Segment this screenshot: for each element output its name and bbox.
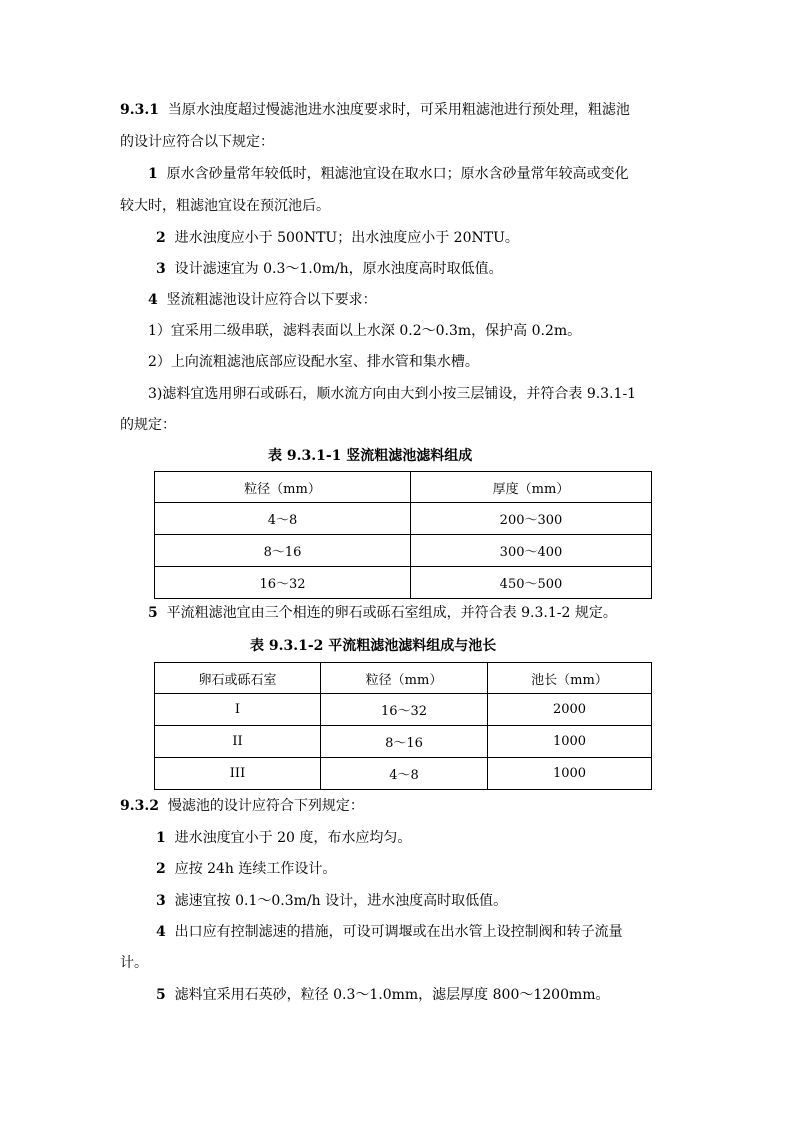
subclause-2: 2）上向流粗滤池底部应设配水室、排水管和集水槽。 bbox=[148, 354, 479, 370]
clause-text: 设计滤速宜为 0.3～1.0m/h，原水浊度高时取低值。 bbox=[174, 261, 503, 277]
clause-text: 滤料宜采用石英砂，粒径 0.3～1.0mm，滤层厚度 800～1200mm。 bbox=[174, 987, 610, 1003]
table-cell: 8～16 bbox=[155, 535, 411, 567]
clause-number: 5 bbox=[148, 605, 158, 621]
clause-5 bbox=[148, 603, 617, 623]
table-cell: III bbox=[155, 758, 321, 790]
clause-text: 竖流粗滤池设计应符合以下要求： bbox=[166, 292, 377, 308]
clause-text: 平流粗滤池宜由三个相连的卵石或砾石室组成，并符合表 9.3.1-2 规定。 bbox=[166, 605, 617, 621]
section-text: 慢滤池的设计应符合下列规定： bbox=[167, 798, 364, 814]
column-header: 粒径（mm） bbox=[321, 663, 488, 694]
section-9-3-2 bbox=[120, 796, 364, 816]
table-cell: 4～8 bbox=[155, 503, 411, 535]
table-cell: 8～16 bbox=[321, 726, 488, 758]
clause-text: 进水浊度宜小于 20 度，布水应均匀。 bbox=[174, 830, 412, 846]
clause-number: 5 bbox=[156, 987, 166, 1003]
table-row bbox=[155, 694, 652, 726]
clause-4-line1 bbox=[156, 922, 623, 942]
clause-1 bbox=[156, 828, 411, 848]
clause-5 bbox=[156, 985, 610, 1005]
clause-number: 3 bbox=[156, 893, 166, 909]
section-number: 9.3.1 bbox=[120, 102, 159, 118]
clause-number: 1 bbox=[156, 830, 166, 846]
table-cell: I bbox=[155, 694, 321, 726]
clause-1-line1 bbox=[148, 164, 629, 184]
table-header-row bbox=[155, 472, 652, 503]
column-header: 厚度（mm） bbox=[411, 472, 652, 503]
clause-text: 出口应有控制滤速的措施，可设可调堰或在出水管上设控制阀和转子流量 bbox=[174, 924, 623, 940]
table-2-caption: 表 9.3.1-2 平流粗滤池滤料组成与池长 bbox=[250, 638, 497, 654]
clause-text: 滤速宜按 0.1～0.3m/h 设计，进水浊度高时取低值。 bbox=[174, 893, 508, 909]
table-1-caption: 表 9.3.1-1 竖流粗滤池滤料组成 bbox=[268, 448, 473, 464]
section-number: 9.3.2 bbox=[120, 798, 159, 814]
table-cell: 450～500 bbox=[411, 567, 652, 599]
table-cell: 16～32 bbox=[321, 694, 488, 726]
clause-number: 3 bbox=[156, 261, 166, 277]
clause-3 bbox=[156, 891, 507, 911]
subclause-1: 1）宜采用二级串联，滤料表面以上水深 0.2～0.3m，保护高 0.2m。 bbox=[148, 323, 582, 339]
clause-2 bbox=[156, 228, 519, 248]
table-header-row bbox=[155, 663, 652, 694]
column-header: 粒径（mm） bbox=[155, 472, 411, 503]
table-cell: 200～300 bbox=[411, 503, 652, 535]
clause-text: 原水含砂量常年较低时，粗滤池宜设在取水口；原水含砂量常年较高或变化 bbox=[166, 166, 629, 182]
column-header: 卵石或砾石室 bbox=[155, 663, 321, 694]
table-cell: 16～32 bbox=[155, 567, 411, 599]
clause-4 bbox=[148, 290, 377, 310]
clause-4-line2: 计。 bbox=[120, 955, 148, 971]
table-cell: 1000 bbox=[488, 726, 652, 758]
column-header: 池长（mm） bbox=[488, 663, 652, 694]
clause-2 bbox=[156, 859, 336, 879]
table-row bbox=[155, 758, 652, 790]
clause-text: 进水浊度应小于 500NTU；出水浊度应小于 20NTU。 bbox=[174, 230, 519, 246]
subclause-3-line1: 3)滤料宜选用卵石或砾石，顺水流方向由大到小按三层铺设，并符合表 9.3.1-1 bbox=[148, 386, 637, 402]
table-2 bbox=[154, 662, 652, 790]
clause-number: 2 bbox=[156, 230, 166, 246]
clause-3 bbox=[156, 259, 503, 279]
section-text: 当原水浊度超过慢滤池进水浊度要求时，可采用粗滤池进行预处理，粗滤池 bbox=[167, 102, 630, 118]
table-row bbox=[155, 503, 652, 535]
table-cell: II bbox=[155, 726, 321, 758]
table-cell: 300～400 bbox=[411, 535, 652, 567]
clause-number: 1 bbox=[148, 166, 158, 182]
clause-text: 应按 24h 连续工作设计。 bbox=[174, 861, 337, 877]
section-9-3-1-line1 bbox=[120, 100, 630, 120]
subclause-3-line2: 的规定： bbox=[120, 417, 176, 433]
clause-number: 2 bbox=[156, 861, 166, 877]
clause-number: 4 bbox=[156, 924, 166, 940]
clause-1-line2: 较大时，粗滤池宜设在预沉池后。 bbox=[120, 198, 330, 214]
table-row bbox=[155, 535, 652, 567]
clause-number: 4 bbox=[148, 292, 158, 308]
section-9-3-1-line2: 的设计应符合以下规定： bbox=[120, 134, 274, 150]
table-cell: 2000 bbox=[488, 694, 652, 726]
table-cell: 1000 bbox=[488, 758, 652, 790]
table-cell: 4～8 bbox=[321, 758, 488, 790]
table-1 bbox=[154, 471, 652, 599]
table-row bbox=[155, 567, 652, 599]
table-row bbox=[155, 726, 652, 758]
